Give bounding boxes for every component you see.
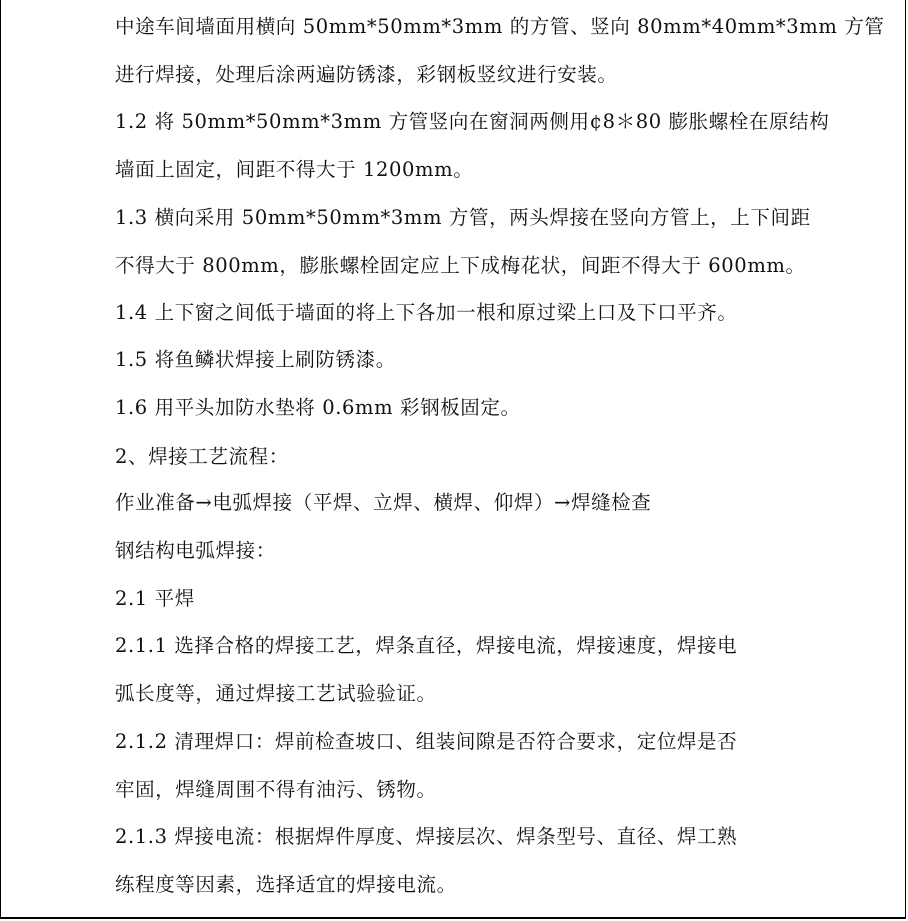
text-line-7: 1.4 上下窗之间低于墙面的将上下各加一根和原过梁上口及下口平齐。 — [115, 301, 738, 324]
text-line-9: 1.6 用平头加防水垫将 0.6mm 彩钢板固定。 — [115, 396, 521, 419]
text-line-3: 1.2 将 50mm*50mm*3mm 方管竖向在窗洞两侧用¢8＊80 膨胀螺栓在原结构 — [115, 110, 830, 133]
process-flow: 作业准备→电弧焊接（平焊、立焊、横焊、仰焊）→焊缝检查 — [115, 491, 652, 514]
text-line-5: 1.3 横向采用 50mm*50mm*3mm 方管，两头焊接在竖向方管上，上下间距 — [115, 206, 811, 229]
subsection-title: 2.1 平焊 — [115, 587, 195, 610]
text-line-19: 练程度等因素，选择适宜的焊接电流。 — [115, 873, 457, 896]
text-line-16: 2.1.2 清理焊口：焊前检查坡口、组装间隙是否符合要求，定位焊是否 — [115, 730, 738, 753]
text-line-4: 墙面上固定，间距不得大于 1200mm。 — [115, 158, 474, 181]
text-line-6: 不得大于 800mm，膨胀螺栓固定应上下成梅花状，间距不得大于 600mm。 — [115, 254, 806, 277]
subheading: 钢结构电弧焊接： — [115, 539, 276, 562]
text-line-8: 1.5 将鱼鳞状焊接上刷防锈漆。 — [115, 348, 396, 371]
text-line-15: 弧长度等，通过焊接工艺试验验证。 — [115, 682, 437, 705]
section-heading: 2、焊接工艺流程： — [115, 445, 289, 468]
text-line-2: 进行焊接，处理后涂两遍防锈漆，彩钢板竖纹进行安装。 — [115, 63, 618, 86]
text-line-1: 中途车间墙面用横向 50mm*50mm*3mm 的方管、竖向 80mm*40mm*3mm 方管 — [115, 15, 885, 38]
text-line-18: 2.1.3 焊接电流：根据焊件厚度、焊接层次、焊条型号、直径、焊工熟 — [115, 825, 738, 848]
text-line-14: 2.1.1 选择合格的焊接工艺，焊条直径，焊接电流，焊接速度，焊接电 — [115, 634, 738, 657]
text-line-17: 牢固，焊缝周围不得有油污、锈物。 — [115, 778, 437, 801]
